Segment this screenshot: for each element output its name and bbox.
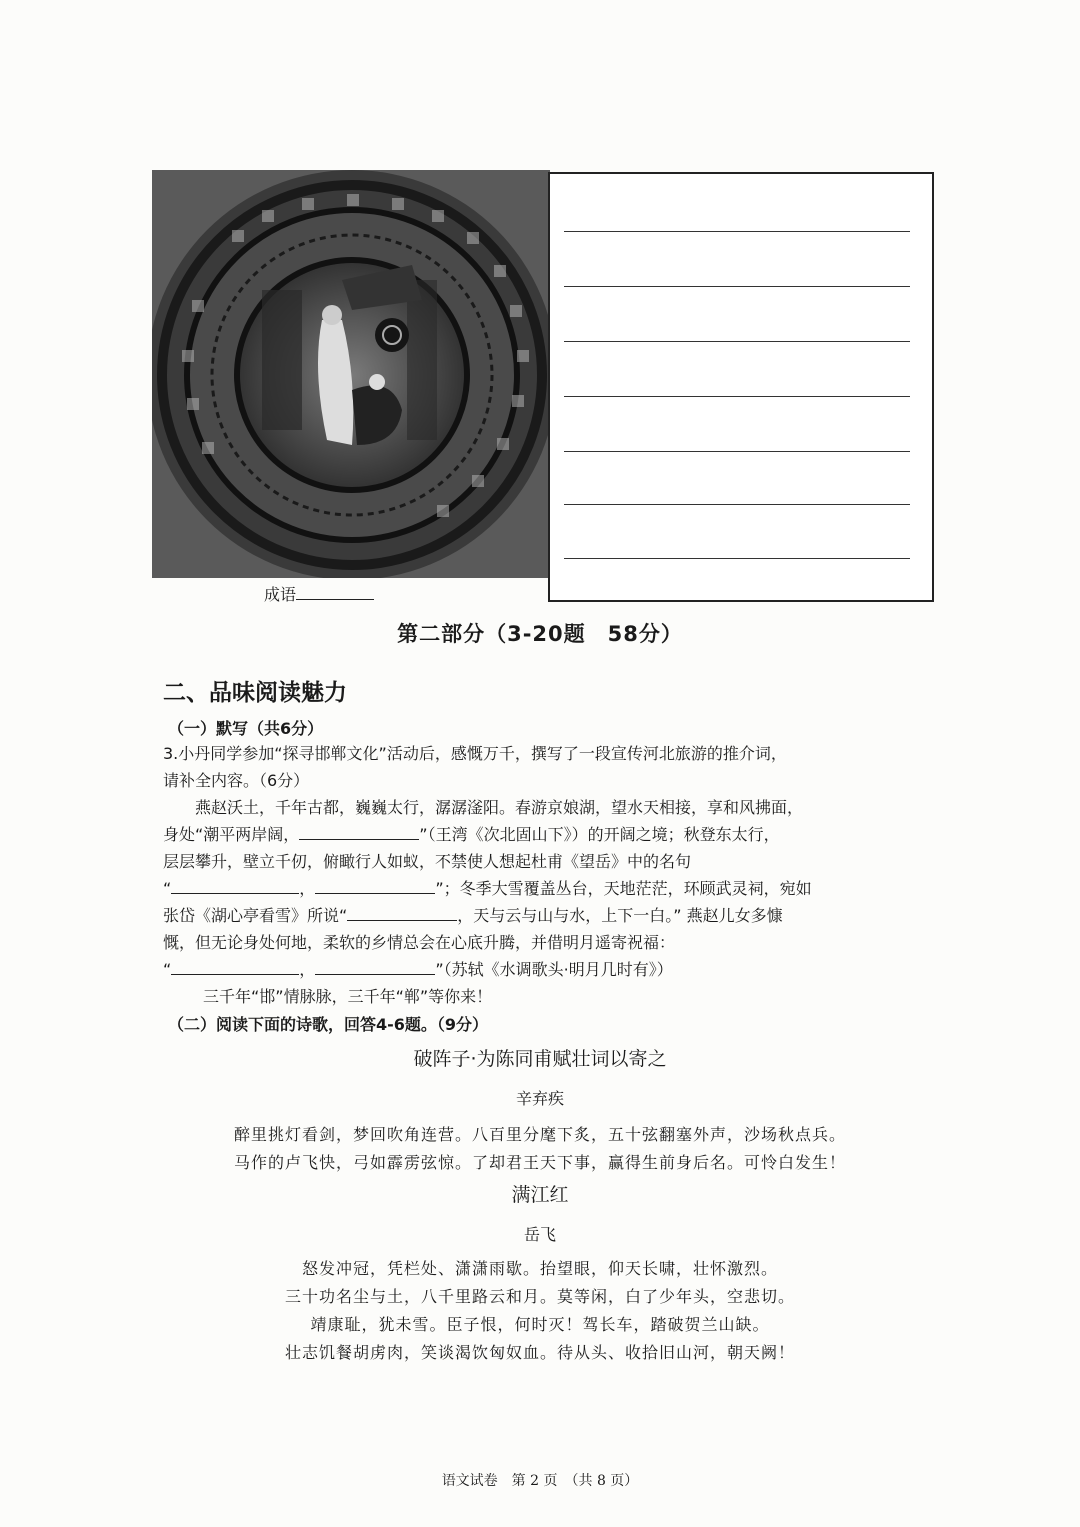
passage-line: 层层攀升，壁立千仞，俯瞰行人如蚁，不禁使人想起杜甫《望岳》中的名句 [163,852,692,871]
passage-line [163,821,885,848]
text-span: ”（王湾《次北固山下》）的开阔之境；秋登东太行， [419,825,780,844]
poem2-line: 三十功名尘与土，八千里路云和月。莫等闲，白了少年头，空悲切。 [284,1287,795,1306]
fill-blank[interactable] [299,823,419,840]
passage-line [163,956,885,983]
chengyu-answer [264,582,374,605]
question-line: 请补全内容。（6分） [163,771,310,790]
answer-line [564,286,910,287]
question-line: 3.小丹同学参加“探寻邯郸文化”活动后，感慨万千，撰写了一段宣传河北旅游的推介词， [163,744,787,763]
chengyu-label: 成语 [264,585,297,604]
passage-line: 慨，但无论身处何地，柔软的乡情总会在心底升腾，并借明月遥寄祝福： [163,933,676,952]
passage [163,794,885,1010]
answer-line [564,451,910,452]
passage-line [163,902,885,929]
page-footer: 语文试卷 第 2 页 （共 8 页） [441,1473,639,1489]
chengyu-blank[interactable] [296,585,374,600]
text-span: ， [299,879,316,898]
fill-blank[interactable] [315,877,435,894]
text-span: ”；冬季大雪覆盖丛台，天地茫茫，环顾武灵祠，宛如 [435,879,812,898]
text-span: “ [163,960,172,979]
seal-illustration [152,170,550,578]
text-span: “ [163,879,172,898]
text-span: ，天与云与山与水，上下一白。” 燕赵儿女多慷 [457,906,783,925]
fill-blank[interactable] [171,877,299,894]
answer-line [564,396,910,397]
text-span: ”（苏轼《水调歌头·明月几时有》） [435,960,673,979]
poem2-line: 怒发冲冠，凭栏处、潇潇雨歇。抬望眼，仰天长啸，壮怀激烈。 [301,1259,778,1278]
passage-line [163,875,885,902]
poem2-author: 岳飞 [523,1225,556,1244]
text-span: 张岱《湖心亭看雪》所说“ [163,906,348,925]
fill-blank[interactable] [347,904,457,921]
passage-line: 燕赵沃土，千年古都，巍巍太行，潺潺滏阳。春游京娘湖，望水天相接，享和风拂面， [195,798,804,817]
poem1-line: 马作的卢飞快，弓如霹雳弦惊。了却君王天下事，赢得生前身后名。可怜白发生！ [233,1153,846,1172]
subsection-title-1: （一）默写（共6分） [168,719,324,738]
answer-box[interactable] [548,172,934,602]
answer-line [564,558,910,559]
answer-line [564,341,910,342]
part-title: 第二部分（3-20题 58分） [397,622,683,646]
text-span: ， [299,960,316,979]
question-3 [163,740,885,794]
section-title: 二、品味阅读魅力 [163,680,347,706]
answer-line [564,231,910,232]
poem2-line: 靖康耻，犹未雪。臣子恨，何时灭！驾长车，踏破贺兰山缺。 [310,1315,770,1334]
poem1-author: 辛弃疾 [515,1089,564,1108]
fill-blank[interactable] [171,958,299,975]
answer-line [564,504,910,505]
poem2-line: 壮志饥餐胡虏肉，笑谈渴饮匈奴血。待从头、收拾旧山河，朝天阙！ [284,1343,795,1362]
text-span: 身处“潮平两岸阔， [163,825,300,844]
subsection-title-2: （二）阅读下面的诗歌，回答4-6题。（9分） [168,1015,489,1034]
passage-line: 三千年“邯”情脉脉，三千年“郸”等你来！ [203,987,493,1006]
poem1-title: 破阵子·为陈同甫赋壮词以寄之 [413,1048,667,1070]
poem2-title: 满江红 [511,1184,569,1206]
poem1-line: 醉里挑灯看剑，梦回吹角连营。八百里分麾下炙，五十弦翻塞外声，沙场秋点兵。 [233,1125,846,1144]
fill-blank[interactable] [315,958,435,975]
